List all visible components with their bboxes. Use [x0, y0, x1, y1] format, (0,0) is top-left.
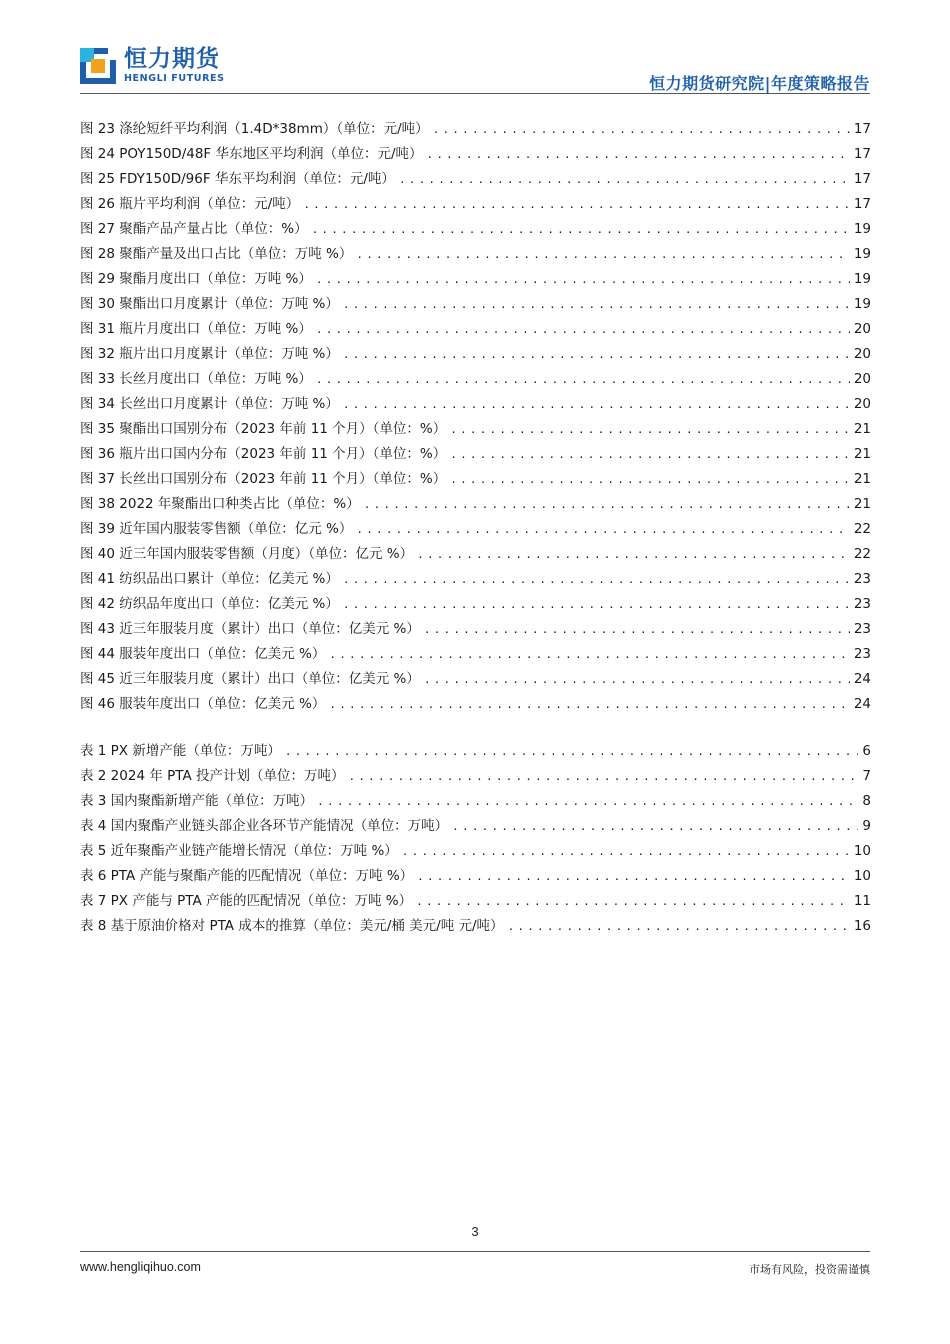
toc-figure-entry-label: 图 24 POY150D/48F 华东地区平均利润（单位：元/吨） — [80, 146, 423, 162]
toc-figure-entry-label: 图 28 聚酯产量及出口占比（单位：万吨 %） — [80, 246, 353, 262]
toc-figure-entry-label: 图 29 聚酯月度出口（单位：万吨 %） — [80, 271, 312, 287]
dot-leader — [416, 889, 850, 914]
toc-table-entry[interactable] — [80, 764, 871, 789]
toc-table-entry-page: 11 — [853, 893, 871, 909]
toc-table-entry-label: 表 3 国内聚酯新增产能（单位：万吨） — [80, 793, 314, 809]
toc-figure-entry[interactable] — [80, 642, 871, 667]
toc-figure-entry-label: 图 35 聚酯出口国别分布（2023 年前 11 个月）（单位：%） — [80, 421, 447, 437]
toc-figure-entry-label: 图 23 涤纶短纤平均利润（1.4D*38mm）（单位：元/吨） — [80, 121, 429, 137]
figure-index — [80, 117, 871, 717]
toc-figure-entry-page: 24 — [853, 696, 871, 712]
toc-figure-entry[interactable] — [80, 342, 871, 367]
dot-leader — [343, 392, 850, 417]
toc-table-entry-page: 7 — [862, 768, 871, 784]
toc-figure-entry-label: 图 39 近年国内服装零售额（单位：亿元 %） — [80, 521, 353, 537]
toc-figure-entry-label: 图 37 长丝出口国别分布（2023 年前 11 个月）（单位：%） — [80, 471, 447, 487]
toc-figure-entry[interactable] — [80, 692, 871, 717]
toc-figure-entry-label: 图 26 瓶片平均利润（单位：元/吨） — [80, 196, 300, 212]
toc-figure-entry-label: 图 40 近三年国内服装零售额（月度）（单位：亿元 %） — [80, 546, 414, 562]
dot-leader — [356, 242, 849, 267]
toc-figure-entry[interactable] — [80, 217, 871, 242]
dot-leader — [312, 217, 850, 242]
dot-leader — [348, 764, 858, 789]
toc-table-entry-page: 16 — [853, 918, 871, 934]
dot-leader — [450, 442, 850, 467]
toc-figure-entry-label: 图 42 纺织品年度出口（单位：亿美元 %） — [80, 596, 339, 612]
risk-disclaimer: 市场有风险，投资需谨慎 — [749, 1263, 870, 1276]
toc-table-entry[interactable] — [80, 739, 871, 764]
website-link[interactable]: www.hengliqihuo.com — [80, 1260, 201, 1274]
toc-figure-entry-page: 23 — [853, 646, 871, 662]
toc-table-entry-page: 9 — [862, 818, 871, 834]
toc-figure-entry-label: 图 27 聚酯产品产量占比（单位：%） — [80, 221, 308, 237]
toc-figure-entry-page: 19 — [853, 246, 871, 262]
toc-figure-entry[interactable] — [80, 292, 871, 317]
dot-leader — [316, 367, 850, 392]
toc-figure-entry-page: 23 — [853, 621, 871, 637]
toc-figure-entry[interactable] — [80, 442, 871, 467]
toc-figure-entry-label: 图 34 长丝出口月度累计（单位：万吨 %） — [80, 396, 339, 412]
toc-table-entry-label: 表 4 国内聚酯产业链头部企业各环节产能情况（单位：万吨） — [80, 818, 449, 834]
toc-table-entry[interactable] — [80, 889, 871, 914]
toc-figure-entry[interactable] — [80, 117, 871, 142]
toc-table-entry[interactable] — [80, 839, 871, 864]
toc-figure-entry-label: 图 33 长丝月度出口（单位：万吨 %） — [80, 371, 312, 387]
toc-figure-entry[interactable] — [80, 242, 871, 267]
toc-figure-entry-page: 22 — [853, 546, 871, 562]
toc-figure-entry[interactable] — [80, 167, 871, 192]
dot-leader — [364, 492, 850, 517]
toc-table-entry-label: 表 8 基于原油价格对 PTA 成本的推算（单位：美元/桶 美元/吨 元/吨） — [80, 918, 504, 934]
toc-figure-entry-label: 图 25 FDY150D/96F 华东平均利润（单位：元/吨） — [80, 171, 395, 187]
dot-leader — [452, 814, 858, 839]
toc-table-entry[interactable] — [80, 914, 871, 939]
toc-figure-entry-page: 19 — [853, 296, 871, 312]
dot-leader — [417, 542, 850, 567]
dot-leader — [316, 267, 850, 292]
company-logo — [80, 48, 225, 84]
toc-figure-entry-page: 17 — [853, 171, 871, 187]
toc-figure-entry[interactable] — [80, 467, 871, 492]
dot-leader — [424, 667, 850, 692]
toc-figure-entry[interactable] — [80, 567, 871, 592]
dot-leader — [343, 592, 850, 617]
toc-figure-entry-page: 19 — [853, 221, 871, 237]
toc-table-entry-label: 表 5 近年聚酯产业链产能增长情况（单位：万吨 %） — [80, 843, 398, 859]
toc-figure-entry[interactable] — [80, 492, 871, 517]
toc-figure-entry-label: 图 31 瓶片月度出口（单位：万吨 %） — [80, 321, 312, 337]
toc-figure-entry-page: 24 — [853, 671, 871, 687]
toc-figure-entry-label: 图 43 近三年服装月度（累计）出口（单位：亿美元 %） — [80, 621, 420, 637]
toc-figure-entry-label: 图 44 服装年度出口（单位：亿美元 %） — [80, 646, 326, 662]
toc-figure-entry[interactable] — [80, 517, 871, 542]
toc-figure-entry-label: 图 41 纺织品出口累计（单位：亿美元 %） — [80, 571, 339, 587]
dot-leader — [427, 142, 850, 167]
toc-figure-entry[interactable] — [80, 417, 871, 442]
toc-figure-entry-page: 20 — [853, 396, 871, 412]
toc-figure-entry-page: 17 — [853, 121, 871, 137]
logo-english-name: HENGLI FUTURES — [124, 73, 225, 85]
dot-leader — [417, 864, 850, 889]
dot-leader — [433, 117, 850, 142]
toc-figure-entry-page: 20 — [853, 371, 871, 387]
page-number: 3 — [471, 1224, 479, 1239]
toc-figure-entry-page: 23 — [853, 596, 871, 612]
toc-table-entry-page: 6 — [862, 743, 871, 759]
dot-leader — [303, 192, 850, 217]
dot-leader — [343, 292, 850, 317]
dot-leader — [450, 417, 850, 442]
toc-figure-entry-page: 17 — [853, 146, 871, 162]
toc-figure-entry[interactable] — [80, 392, 871, 417]
dot-leader — [329, 642, 849, 667]
toc-figure-entry[interactable] — [80, 192, 871, 217]
dot-leader — [343, 342, 850, 367]
toc-table-entry[interactable] — [80, 864, 871, 889]
toc-figure-entry-label: 图 45 近三年服装月度（累计）出口（单位：亿美元 %） — [80, 671, 420, 687]
toc-figure-entry-page: 22 — [853, 521, 871, 537]
toc-figure-entry[interactable] — [80, 367, 871, 392]
table-index — [80, 739, 871, 939]
toc-figure-entry-page: 21 — [853, 496, 871, 512]
toc-figure-entry-page: 23 — [853, 571, 871, 587]
toc-table-entry-label: 表 6 PTA 产能与聚酯产能的匹配情况（单位：万吨 %） — [80, 868, 414, 884]
toc-figure-entry-label: 图 38 2022 年聚酯出口种类占比（单位：%） — [80, 496, 360, 512]
toc-table-entry-page: 10 — [853, 868, 871, 884]
toc-figure-entry-page: 21 — [853, 421, 871, 437]
report-title: 恒力期货研究院|年度策略报告 — [649, 74, 870, 93]
toc-figure-entry-label: 图 32 瓶片出口月度累计（单位：万吨 %） — [80, 346, 339, 362]
toc-figure-entry[interactable] — [80, 267, 871, 292]
footer-divider — [80, 1251, 870, 1252]
toc-figure-entry[interactable] — [80, 317, 871, 342]
toc-table-entry-label: 表 7 PX 产能与 PTA 产能的匹配情况（单位：万吨 %） — [80, 893, 413, 909]
toc-figure-entry-label: 图 30 聚酯出口月度累计（单位：万吨 %） — [80, 296, 339, 312]
toc-figure-entry-page: 20 — [853, 321, 871, 337]
toc-table-entry-label: 表 1 PX 新增产能（单位：万吨） — [80, 743, 281, 759]
toc-figure-entry[interactable] — [80, 142, 871, 167]
toc-figure-entry[interactable] — [80, 667, 871, 692]
toc-table-entry-label: 表 2 2024 年 PTA 投产计划（单位：万吨） — [80, 768, 345, 784]
dot-leader — [343, 567, 850, 592]
toc-table-entry[interactable] — [80, 814, 871, 839]
toc-table-entry-page: 8 — [862, 793, 871, 809]
toc-figure-entry-page: 21 — [853, 471, 871, 487]
dot-leader — [316, 317, 850, 342]
dot-leader — [317, 789, 858, 814]
dot-leader — [402, 839, 850, 864]
dot-leader — [329, 692, 849, 717]
logo-icon — [80, 48, 116, 84]
toc-figure-entry-page: 19 — [853, 271, 871, 287]
toc-figure-entry-label: 图 36 瓶片出口国内分布（2023 年前 11 个月）（单位：%） — [80, 446, 447, 462]
page-header — [80, 44, 870, 94]
logo-chinese-name: 恒力期货 — [124, 46, 220, 73]
dot-leader — [424, 617, 850, 642]
dot-leader — [450, 467, 850, 492]
dot-leader — [285, 739, 859, 764]
dot-leader — [399, 167, 850, 192]
toc-figure-entry[interactable] — [80, 592, 871, 617]
toc-figure-entry[interactable] — [80, 542, 871, 567]
header-divider — [80, 93, 870, 94]
toc-figure-entry-page: 20 — [853, 346, 871, 362]
toc-table-entry-page: 10 — [853, 843, 871, 859]
toc-figure-entry-page: 21 — [853, 446, 871, 462]
toc-table-entry[interactable] — [80, 789, 871, 814]
toc-figure-entry-page: 17 — [853, 196, 871, 212]
toc-figure-entry[interactable] — [80, 617, 871, 642]
dot-leader — [508, 914, 850, 939]
dot-leader — [356, 517, 849, 542]
toc-figure-entry-label: 图 46 服装年度出口（单位：亿美元 %） — [80, 696, 326, 712]
